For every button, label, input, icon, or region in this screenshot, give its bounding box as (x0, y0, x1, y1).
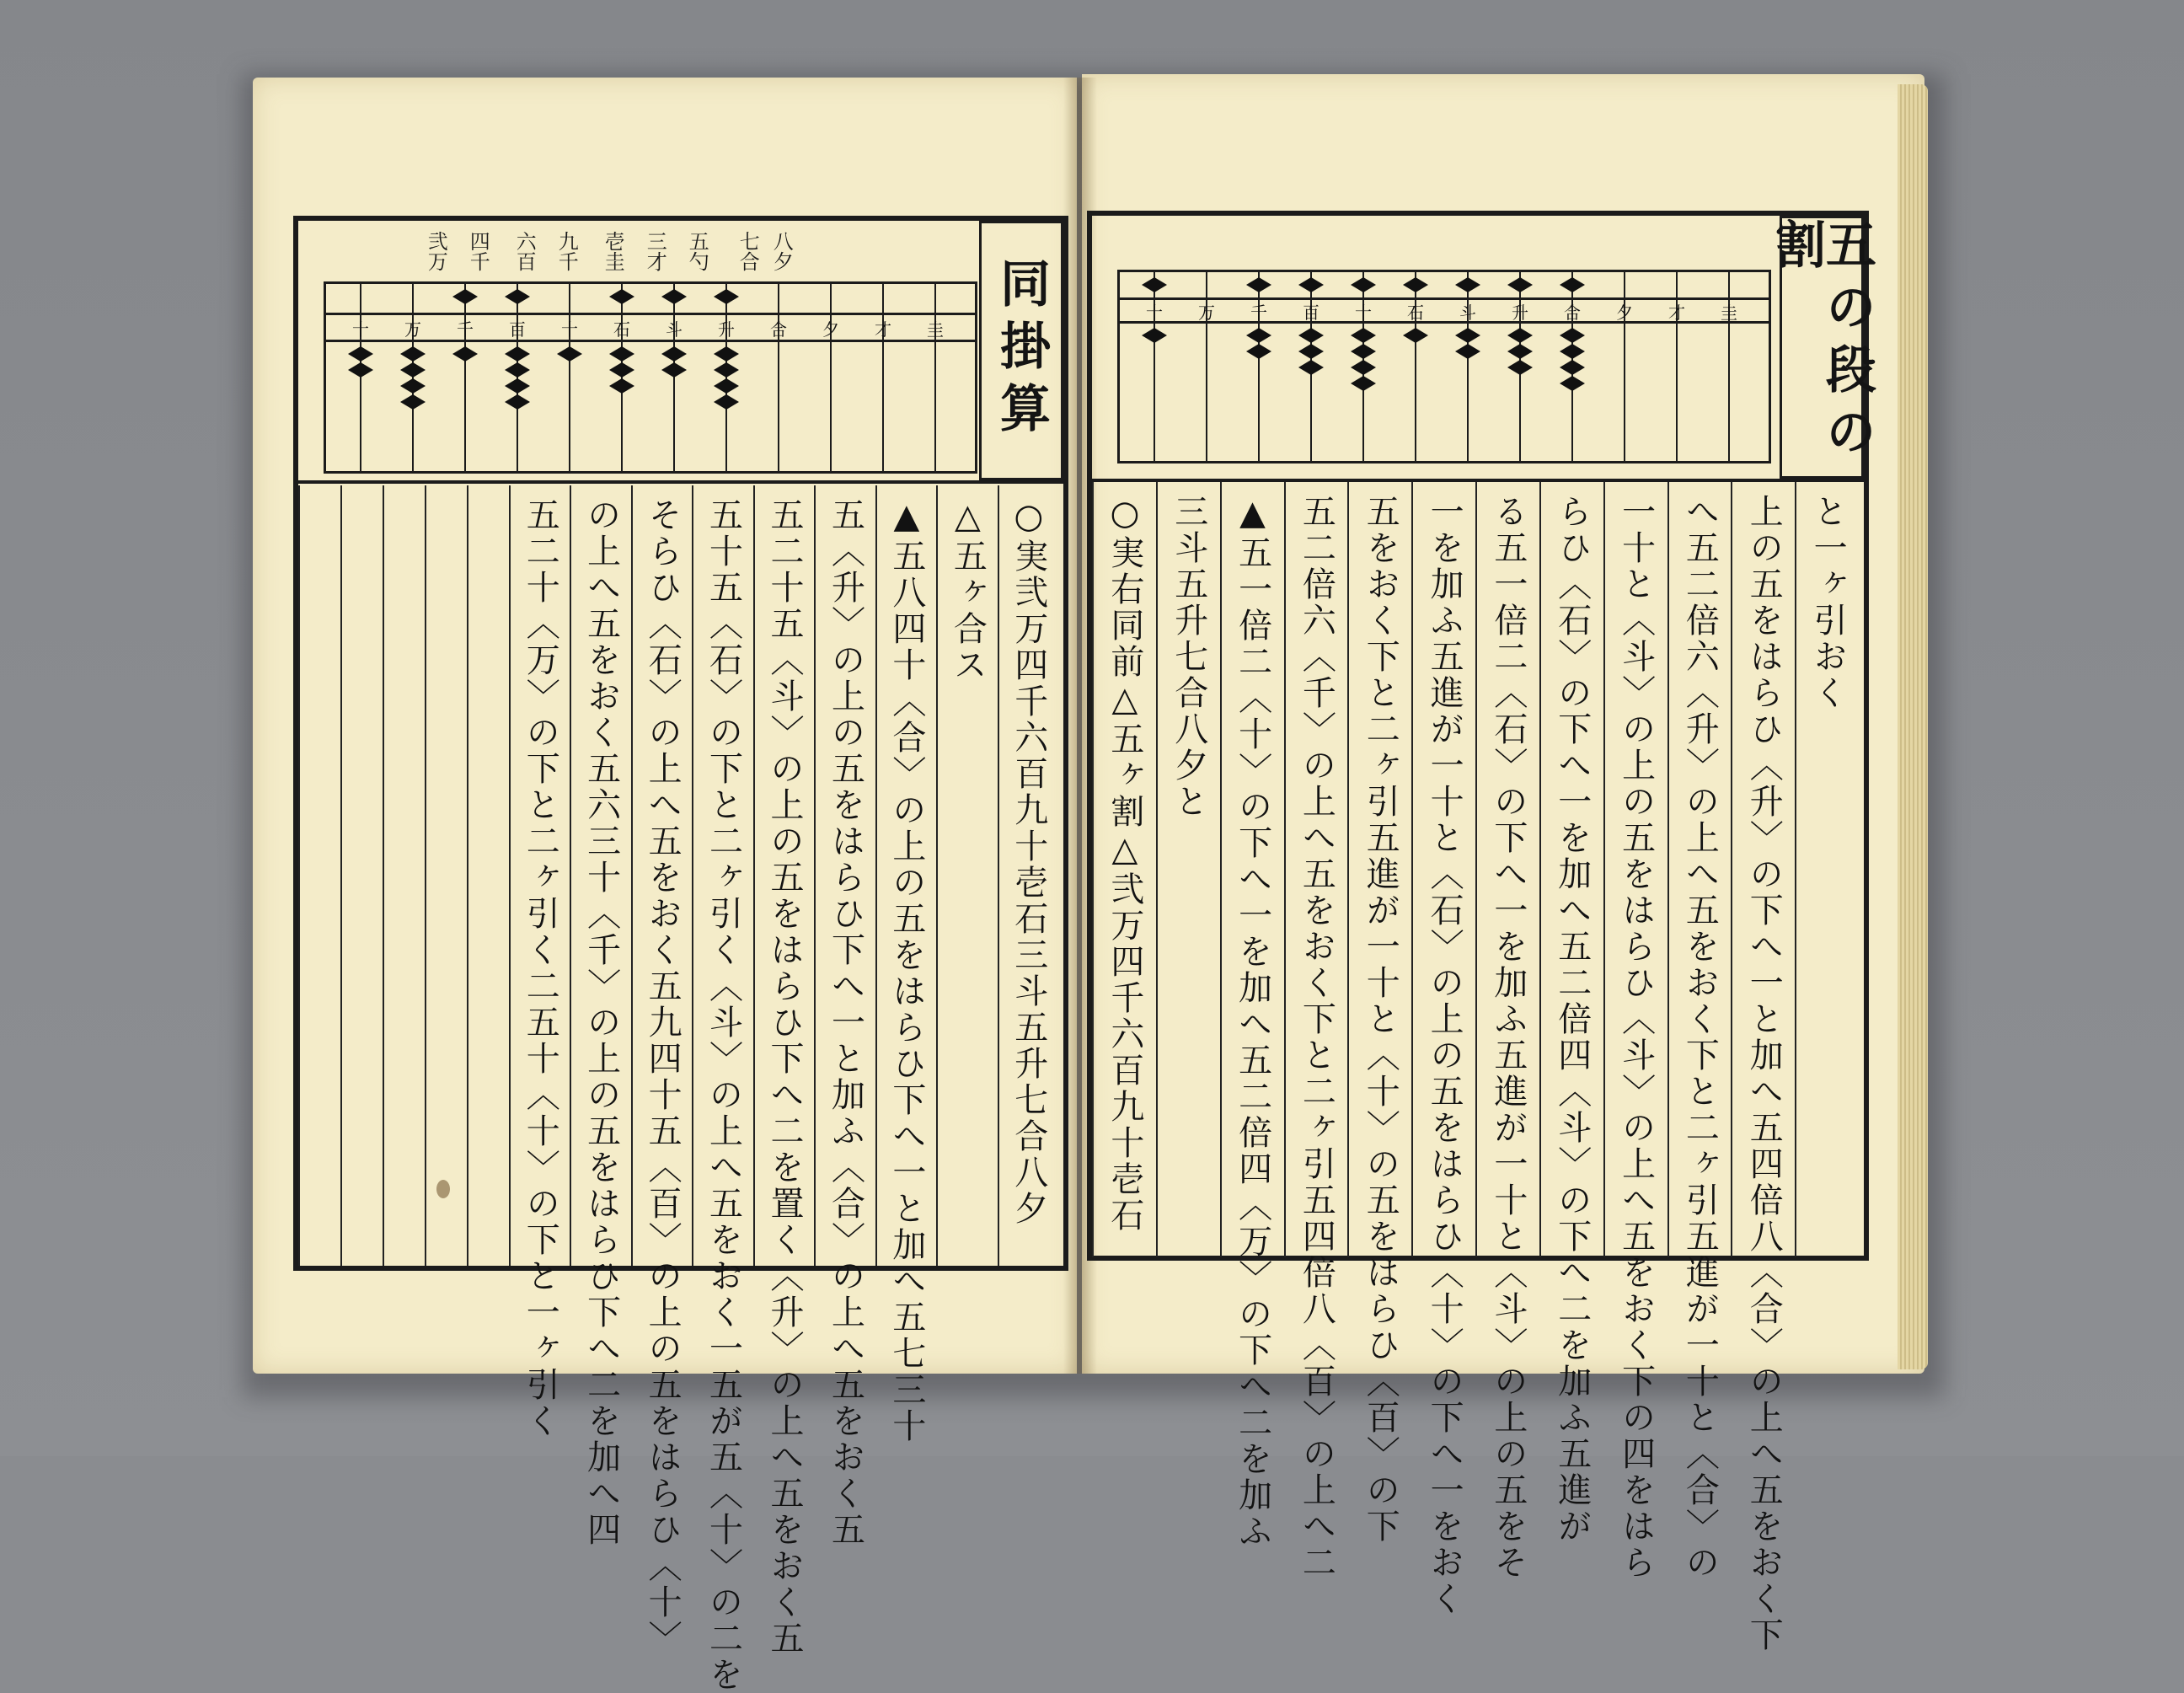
left-page-frame (293, 216, 1068, 1693)
column-text: 五をおく下と二ヶ引五進が一十と〈十〉の五をはらひ〈百〉の下 (1361, 494, 1400, 1545)
abacus-lower-bead (1351, 360, 1376, 375)
text-column (570, 485, 630, 1548)
text-column (1284, 482, 1348, 1581)
place-label: 百 (1303, 303, 1320, 323)
empty-ruled-column (425, 485, 467, 1266)
place-label: 才 (1668, 303, 1685, 323)
abacus-lower-bead (1507, 344, 1533, 359)
abacus-rod (464, 284, 466, 471)
abacus-upper-bead (609, 289, 634, 304)
abacus-lower-bead (1560, 360, 1585, 375)
column-text: 三斗五升七合八夕と (1169, 494, 1208, 820)
abacus-lower-bead (714, 346, 739, 362)
abacus-upper-bead (1560, 277, 1585, 292)
left-page-title: 同掛算 (992, 257, 1051, 444)
place-label: 百 (509, 319, 526, 340)
right-abacus (1117, 270, 1771, 463)
column-text: 五二十五〈斗〉の上の五をはらひ下へ二を置く〈升〉の上へ五をおく五 (764, 497, 804, 1657)
place-label: 十 (352, 319, 369, 340)
abacus-rod (360, 284, 361, 471)
column-text: へ五二倍六〈升〉の上へ五をおく下と二ヶ引五進が一十と〈合〉の (1680, 494, 1720, 1581)
place-label: 升 (718, 319, 735, 340)
place-label: 升 (1512, 303, 1528, 323)
abacus-lower-bead (400, 362, 426, 378)
place-label: 万 (1198, 303, 1215, 323)
place-label: 石 (613, 319, 630, 340)
place-label: 圭 (927, 319, 944, 340)
column-text: 五十五〈石〉の下と二ヶ引く〈斗〉の上へ五をおく一五が五〈十〉の二を (704, 497, 743, 1693)
place-label: 十 (561, 319, 578, 340)
right-title-box (1767, 216, 1876, 479)
column-text: ○実右同前△五ヶ割△弐万四千六百九十壱石 (1105, 494, 1144, 1234)
text-column (1603, 482, 1667, 1581)
abacus-upper-bead (1455, 277, 1480, 292)
column-text: そらひ〈石〉の上へ五をおく五九四十五〈百〉の上の五をはらひ〈十〉 (643, 497, 682, 1657)
abacus-upper-bead (714, 289, 739, 304)
abacus-lower-bead (452, 346, 478, 362)
left-abacus-panel (298, 221, 1063, 484)
text-column (692, 485, 752, 1693)
place-label: 圭 (1721, 303, 1737, 323)
abacus-lower-bead (714, 394, 739, 410)
abacus-lower-bead (505, 362, 530, 378)
abacus-top-label: 弐万 (424, 231, 448, 271)
abacus-top-label: 四千 (466, 231, 490, 271)
text-column (1092, 482, 1156, 1257)
abacus-lower-bead (714, 378, 739, 394)
column-text: 五〈升〉の上の五をはらひ下へ一と加ふ〈合〉の上へ五をおく五 (826, 497, 865, 1548)
place-label: 斗 (666, 319, 682, 340)
abacus-lower-bead (505, 346, 530, 362)
abacus-rod (934, 284, 936, 471)
column-text: らひ〈石〉の下へ一を加へ五二倍四〈斗〉の下へ二を加ふ五進が (1552, 494, 1592, 1545)
text-column (1539, 482, 1603, 1545)
abacus-lower-bead (1403, 328, 1428, 343)
column-text: と一ヶ引おく (1808, 494, 1848, 711)
abacus-lower-bead (1507, 328, 1533, 343)
column-text: 一を加ふ五進が一十と〈石〉の上の五をはらひ〈十〉の下へ一をおく (1425, 494, 1464, 1617)
right-page-title: 五の段の割 (1767, 218, 1876, 468)
abacus-lower-bead (1560, 328, 1585, 343)
abacus-rod (778, 284, 779, 471)
abacus-upper-bead (1246, 277, 1271, 292)
place-label: 千 (457, 319, 474, 340)
text-column (1731, 482, 1795, 1653)
text-column (936, 485, 997, 1266)
place-label: 万 (404, 319, 421, 340)
abacus-top-bar (326, 313, 975, 315)
abacus-lower-bead (1351, 376, 1376, 391)
abacus-lower-bead (609, 362, 634, 378)
abacus-rod (830, 284, 832, 471)
abacus-lower-bead (609, 346, 634, 362)
column-text: ○実弐万四千六百九十壱石三斗五升七合八夕 (1009, 497, 1048, 1227)
abacus-upper-bead (505, 289, 530, 304)
column-text: 一十と〈斗〉の上の五をはらひ〈斗〉の上へ五をおく下の四をはら (1616, 494, 1656, 1581)
abacus-top-label: 三才 (643, 231, 667, 271)
right-page-frame (1087, 211, 1876, 1653)
text-column (1347, 482, 1411, 1545)
column-text: ▲五一倍二〈十〉の下へ一を加へ五二倍四〈万〉の下へ二を加ふ (1233, 494, 1272, 1550)
abacus-lower-bead (661, 362, 687, 378)
abacus-lower-bead (609, 378, 634, 394)
abacus-top-label: 八夕 (769, 231, 794, 271)
place-label: 合 (770, 319, 787, 340)
abacus-rod (412, 284, 414, 471)
abacus-lower-bead (1351, 344, 1376, 359)
abacus-lower-bead (1142, 328, 1167, 343)
text-column (631, 485, 692, 1657)
abacus-lower-bead (1246, 328, 1271, 343)
place-label: 石 (1407, 303, 1424, 323)
abacus-lower-bead (557, 346, 582, 362)
abacus-lower-bead (505, 394, 530, 410)
abacus-lower-bead (1560, 344, 1585, 359)
abacus-upper-bead (1507, 277, 1533, 292)
abacus-lower-bead (1298, 360, 1324, 375)
abacus-lower-bead (348, 362, 373, 378)
abacus-lower-bead (661, 346, 687, 362)
text-column (753, 485, 814, 1657)
left-abacus (324, 281, 977, 474)
text-column (875, 485, 936, 1444)
abacus-lower-bead (1455, 344, 1480, 359)
place-label: 斗 (1459, 303, 1476, 323)
abacus-lower-bead (400, 394, 426, 410)
abacus-lower-bead (400, 346, 426, 362)
column-text: △五ヶ合ス (948, 497, 988, 683)
page-edges (1898, 84, 1928, 1369)
text-column (998, 485, 1058, 1266)
abacus-top-label: 壱圭 (601, 231, 625, 271)
abacus-lower-bead (400, 378, 426, 394)
place-label: 才 (875, 319, 891, 340)
abacus-rod (569, 284, 570, 471)
abacus-lower-bead (1455, 328, 1480, 343)
abacus-rod (621, 284, 623, 471)
abacus-top-label: 六百 (512, 231, 537, 271)
place-label: 夕 (822, 319, 839, 340)
text-column (1667, 482, 1732, 1581)
column-text: る五一倍二〈石〉の下へ一を加ふ五進が一十と〈斗〉の上の五をそ (1488, 494, 1528, 1581)
text-column (1795, 482, 1859, 1257)
place-label: 合 (1564, 303, 1581, 323)
abacus-upper-bead (1142, 277, 1167, 292)
column-text: 上の五をはらひ〈升〉の下へ一と加へ五四倍八〈合〉の上へ五をおく下 (1744, 494, 1784, 1653)
place-label: 十 (1146, 303, 1163, 323)
text-column (1475, 482, 1539, 1581)
text-column (1220, 482, 1284, 1550)
abacus-lower-bead (1560, 376, 1585, 391)
empty-ruled-column (467, 485, 509, 1266)
text-column (1411, 482, 1475, 1617)
abacus-lower-bead (1246, 344, 1271, 359)
abacus-lower-bead (1351, 328, 1376, 343)
place-label: 千 (1250, 303, 1267, 323)
abacus-rod (517, 284, 518, 471)
text-column (509, 485, 570, 1439)
abacus-rod (725, 284, 727, 471)
empty-ruled-column (298, 485, 340, 1266)
abacus-upper-bead (1351, 277, 1376, 292)
place-label: 夕 (1616, 303, 1633, 323)
column-text: 五二倍六〈千〉の上へ五をおく下と二ヶ引五四倍八〈百〉の上へ二 (1297, 494, 1336, 1581)
abacus-upper-bead (1298, 277, 1324, 292)
empty-ruled-column (383, 485, 425, 1266)
abacus-upper-bead (452, 289, 478, 304)
empty-ruled-column (340, 485, 383, 1266)
abacus-top-label: 五勺 (685, 231, 709, 271)
abacus-lower-bead (348, 346, 373, 362)
text-column (1156, 482, 1220, 1257)
column-text: 五二十〈万〉の下と二ヶ引く二五十〈十〉の下と一ヶ引く (521, 497, 560, 1439)
place-label: 十 (1355, 303, 1372, 323)
abacus-rod (673, 284, 675, 471)
abacus-lower-bead (1298, 344, 1324, 359)
abacus-lower-bead (1507, 360, 1533, 375)
abacus-upper-bead (661, 289, 687, 304)
left-title-box (979, 221, 1063, 480)
abacus-top-label: 九千 (554, 231, 579, 271)
text-column (814, 485, 875, 1548)
abacus-rod (882, 284, 884, 471)
abacus-upper-bead (1403, 277, 1428, 292)
ink-stain (436, 1180, 450, 1198)
column-text: の上へ五をおく五六三十〈千〉の上の五をはらひ下へ二を加へ四 (581, 497, 621, 1548)
column-text: ▲五八四十〈合〉の上の五をはらひ下へ一と加へ五七三十 (886, 497, 926, 1444)
abacus-top-label: 七合 (736, 231, 760, 271)
abacus-lower-bead (714, 362, 739, 378)
abacus-lower-bead (1298, 328, 1324, 343)
right-abacus-panel (1092, 216, 1876, 482)
abacus-lower-bead (505, 378, 530, 394)
